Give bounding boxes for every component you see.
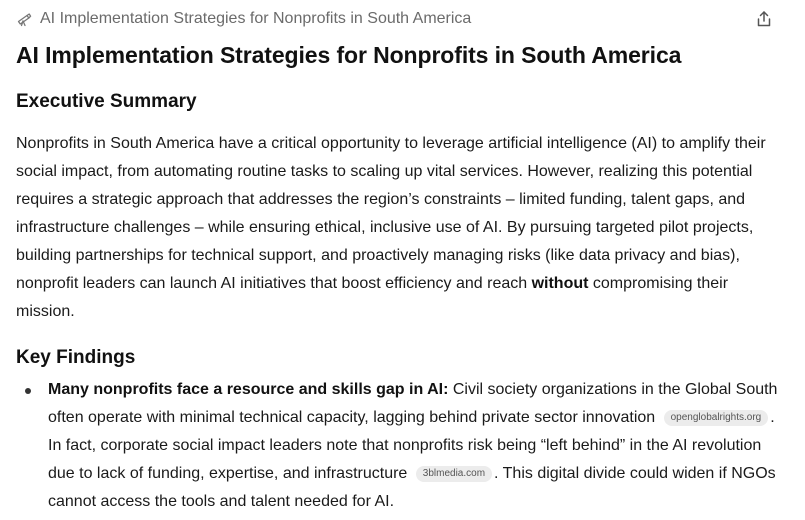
top-bar — [0, 0, 805, 38]
finding-title: Many nonprofits face a resource and skills gap in AI: — [48, 381, 449, 398]
executive-summary-paragraph — [16, 130, 791, 326]
page-title: AI Implementation Strategies for Nonprofits in South America — [16, 42, 682, 68]
key-findings-heading: Key Findings — [16, 347, 136, 368]
list-item — [0, 376, 790, 516]
summary-emphasis: without — [531, 275, 589, 292]
finding-text: . This digital divide could widen if NGOs cannot access the tools and talent needed for AI. — [48, 465, 776, 510]
bullet-icon — [25, 388, 31, 394]
finding-text: . In fact, corporate social impact leaders note that nonprofits risk being “left behind” in the AI revolution due to lack of funding, expertise, and infrastructure — [48, 409, 775, 482]
source-citation-chip[interactable]: openglobalrights.org — [664, 410, 769, 426]
key-findings-list — [0, 376, 805, 516]
document-tab-title: AI Implementation Strategies for Nonprofits in South America — [40, 10, 472, 27]
source-citation-chip[interactable]: 3blmedia.com — [416, 466, 492, 482]
finding-text: Civil society organizations in the Global South often operate with minimal technical capacity, lagging behind private sector innovation — [48, 381, 778, 426]
executive-summary-heading: Executive Summary — [16, 91, 197, 112]
summary-text: Nonprofits in South America have a critical opportunity to leverage artificial intelligence (AI) to amplify their social impact, from automating routine tasks to scaling up vital services. However, realizing this potential requires a strategic approach that addresses the region’s constraints – limited funding, talent gaps, and infrastructure challenges – while ensuring ethical, inclusive use of AI. By pursuing targeted pilot projects, building partnerships for technical support, and proactively managing risks (like data privacy and bias), nonprofit leaders can launch AI initiatives that boost efficiency and reach — [16, 135, 766, 292]
summary-text-end: compromising their mission. — [16, 275, 729, 320]
share-icon[interactable] — [754, 9, 774, 29]
telescope-icon — [16, 11, 32, 27]
